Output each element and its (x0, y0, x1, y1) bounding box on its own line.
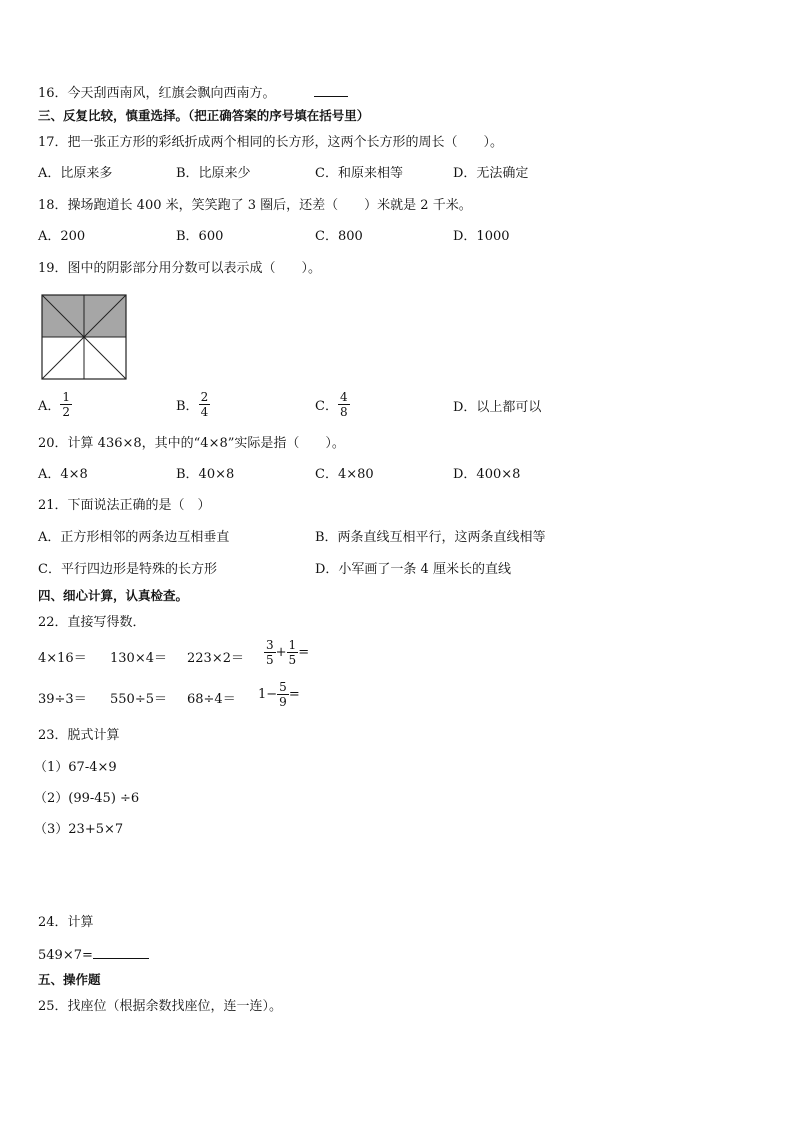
option-c: C． $\frac{4}{8}$ (315, 390, 348, 419)
question-16 (38, 84, 348, 102)
question-20-text: 20．计算 436×8，其中的“4×8”实际是指（ ）。 (38, 436, 345, 451)
question-17-text: 17．把一张正方形的彩纸折成两个相同的长方形，这两个长方形的周长（ ）。 (38, 135, 504, 150)
fraction: $\frac{2}{4}$ (200, 390, 209, 419)
oral-calc-item: 130×4＝ (110, 651, 167, 666)
option-c: C．平行四边形是特殊的长方形 (38, 562, 217, 577)
option-d: D．小军画了一条 4 厘米长的直线 (315, 562, 511, 577)
option-a: A．4×8 (38, 467, 88, 482)
oral-calc-item: 4×16＝ (38, 651, 87, 666)
list-item: （2）(99-45) ÷6 (34, 791, 140, 806)
option-a: A． $\frac{1}{2}$ (38, 390, 71, 419)
oral-calc-item: 39÷3＝ (38, 692, 87, 707)
fraction: $\frac{5}{9}$ (279, 680, 287, 709)
fraction-expression: $\frac{3}{5}$ + $\frac{1}{5}$ = (266, 638, 310, 667)
list-item: （3）23+5×7 (34, 822, 124, 837)
option-c: C．800 (315, 229, 363, 244)
option-d: D．以上都可以 (453, 400, 542, 415)
question-24-text: 24．计算 (38, 915, 94, 930)
fraction: $\frac{1}{5}$ (288, 638, 297, 667)
option-b: B．40×8 (176, 467, 235, 482)
oral-calc-item: 223×2＝ (187, 651, 244, 666)
calc-expression: 549×7= (38, 946, 149, 964)
option-d: D．400×8 (453, 467, 521, 482)
question-25-text: 25．找座位（根据余数找座位，连一连）。 (38, 999, 283, 1014)
question-19-text: 19．图中的阴影部分用分数可以表示成（ ）。 (38, 261, 322, 276)
question-22-text: 22．直接写得数． (38, 615, 146, 630)
list-item: （1）67-4×9 (34, 760, 117, 775)
section-5-title: 五、操作题 (38, 972, 101, 987)
answer-blank (93, 946, 149, 959)
oral-calc-item: 68÷4＝ (187, 692, 236, 707)
option-a: A．正方形相邻的两条边互相垂直 (38, 530, 230, 545)
fraction-square-figure (41, 294, 127, 380)
option-c: C．和原来相等 (315, 166, 403, 181)
option-b: B． $\frac{2}{4}$ (176, 390, 209, 419)
option-a: A．200 (38, 229, 86, 244)
question-23-text: 23．脱式计算 (38, 728, 120, 743)
question-16-text: 16．今天刮西南风，红旗会飘向西南方。 (38, 86, 276, 101)
fraction: $\frac{4}{8}$ (339, 390, 348, 419)
question-21-text: 21．下面说法正确的是（ ） (38, 498, 211, 513)
fraction: $\frac{1}{2}$ (62, 390, 71, 419)
option-c: C．4×80 (315, 467, 374, 482)
option-b: B．两条直线互相平行，这两条直线相等 (315, 530, 546, 545)
section-4-title: 四、细心计算，认真检查。 (38, 588, 189, 603)
answer-blank (314, 84, 348, 97)
option-b: B．比原来少 (176, 166, 251, 181)
option-d: D．1000 (453, 229, 510, 244)
fraction-expression: 1− $\frac{5}{9}$ = (258, 680, 300, 709)
oral-calc-item: 550÷5＝ (110, 692, 167, 707)
option-a: A．比原来多 (38, 166, 113, 181)
option-b: B．600 (176, 229, 224, 244)
section-3-title: 三、反复比较，慎重选择。（把正确答案的序号填在括号里） (38, 108, 370, 123)
option-d: D．无法确定 (453, 166, 529, 181)
question-18-text: 18．操场跑道长 400 米，笑笑跑了 3 圈后，还差（ ）米就是 2 千米。 (38, 198, 472, 213)
fraction: $\frac{3}{5}$ (266, 638, 274, 667)
